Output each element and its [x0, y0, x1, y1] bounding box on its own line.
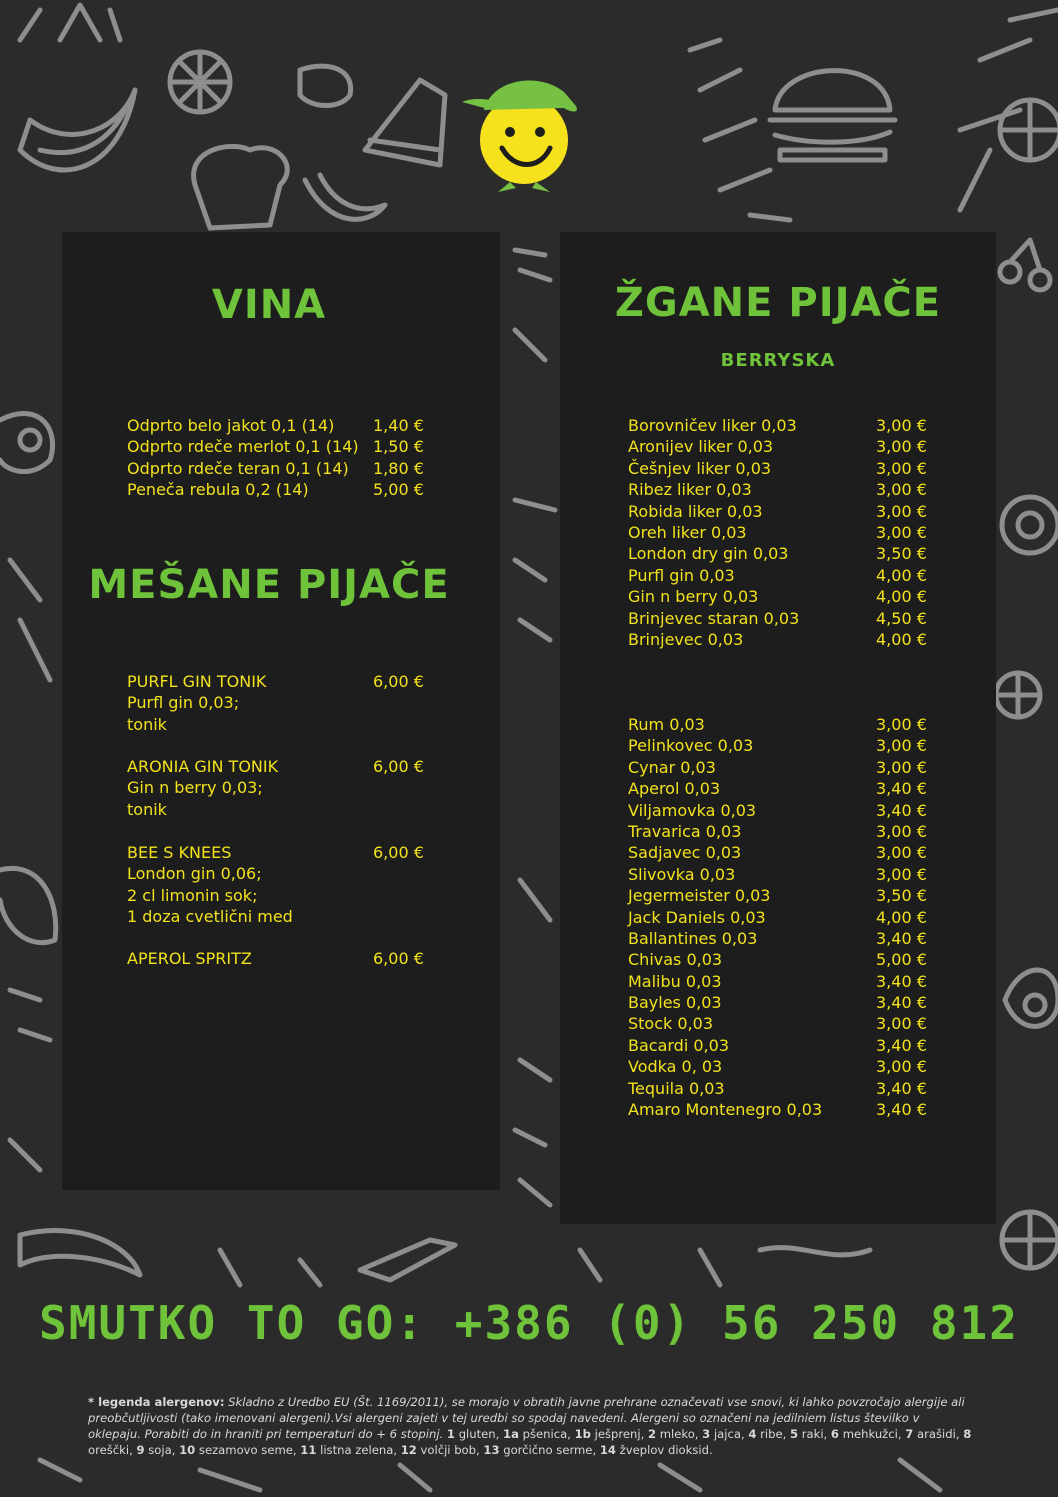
allergen-number: 1 [446, 1427, 455, 1441]
drink-ingredient: tonik [127, 714, 167, 734]
item-name: Malibu 0,03 [628, 971, 722, 991]
item-price: 3,40 € [876, 1100, 927, 1120]
allergen-number: 1b [574, 1427, 591, 1441]
item-name: Ballantines 0,03 [628, 928, 758, 948]
lettering-left-mid [10, 560, 50, 1170]
item-price: 3,00 € [876, 1014, 927, 1034]
item-name: Aperol 0,03 [628, 779, 721, 799]
drink-item [127, 671, 457, 735]
vina-heading: VINA [211, 282, 327, 328]
list-item [628, 458, 938, 479]
list-item [127, 479, 427, 500]
list-item [127, 415, 427, 436]
item-price: 3,40 € [876, 779, 927, 799]
item-name: Slivovka 0,03 [628, 864, 736, 884]
list-item [628, 629, 938, 650]
list-item [628, 949, 938, 970]
list-item [628, 864, 938, 885]
item-price: 5,00 € [876, 950, 927, 970]
allergen-label: oreščki [88, 1443, 130, 1457]
item-price: 4,50 € [876, 608, 927, 628]
list-item [127, 436, 427, 457]
divider-doodles [515, 250, 555, 1205]
allergen-label: ješprenj [594, 1427, 641, 1441]
list-item [628, 501, 938, 522]
list-item [628, 992, 938, 1013]
strawberry-icon [300, 66, 351, 105]
item-price: 3,00 € [876, 501, 927, 521]
item-name: Rum 0,03 [628, 715, 705, 734]
list-item [628, 543, 938, 564]
allergen-number: 5 [789, 1427, 799, 1441]
orange-slice-icon [170, 52, 230, 112]
list-item [628, 821, 938, 842]
allergen-label: soja [148, 1443, 172, 1457]
allergen-label: mehkužci [842, 1427, 898, 1441]
allergen-number: 13 [483, 1443, 500, 1457]
item-name: London dry gin 0,03 [628, 544, 789, 564]
lemon-mascot-logo-icon [462, 66, 584, 196]
lettering-smuti [20, 5, 120, 40]
item-price: 5,00 € [373, 480, 424, 500]
allergen-number: 1a [503, 1427, 519, 1441]
item-name: Sadjavec 0,03 [628, 843, 742, 863]
item-name: Češnjev liker 0,03 [628, 458, 772, 478]
allergen-label: ribe [760, 1427, 783, 1441]
drink-item [127, 756, 457, 820]
list-item [628, 415, 938, 436]
item-price: 3,00 € [876, 480, 927, 500]
list-item [628, 778, 938, 799]
bottom-strip-doodles [40, 1460, 940, 1490]
allergen-label: arašidi [917, 1427, 956, 1441]
watermelon-icon [0, 868, 56, 942]
allergen-label: gorčično serme [503, 1443, 593, 1457]
allergen-number: 10 [179, 1443, 196, 1457]
item-price: 1,40 € [373, 416, 424, 435]
item-name: Travarica 0,03 [628, 821, 742, 841]
allergen-label: pšenica [522, 1427, 568, 1441]
spirits-list [628, 714, 938, 1120]
item-price: 3,40 € [876, 1035, 927, 1055]
allergen-number: 4 [748, 1427, 757, 1441]
drink-price: 6,00 € [373, 843, 424, 862]
drink-item [127, 948, 457, 969]
item-price: 4,00 € [876, 587, 927, 607]
drink-ingredient: tonik [127, 799, 167, 819]
list-item [628, 436, 938, 457]
item-name: Tequila 0,03 [628, 1078, 725, 1098]
item-name: Robida liker 0,03 [628, 501, 763, 521]
cake-slice-icon [365, 80, 445, 165]
drink-ingredient: 1 doza cvetlični med [127, 907, 293, 927]
allergen-label: volčji bob [420, 1443, 477, 1457]
legend-intro: Skladno z Uredbo EU (Št. 1169/2011), se morajo v obratih javne prehrane označevati vse snovi, ki lahko povzročajo alergije ali preobčutljivosti (tako imenovani alergeni).Vsi alergeni zajeti v tej uredbi so spodaj navedeni. Alergeni so označeni na jedilniem listus številko v oklepaju. Porabiti do in hraniti pri temperaturi do + 6 stopinj. [88, 1395, 965, 1441]
list-item [628, 971, 938, 992]
drink-ingredient: 2 cl limonin sok; [127, 885, 258, 905]
allergen-label: gluten [458, 1427, 496, 1441]
list-item [628, 586, 938, 607]
item-name: Viljamovka 0,03 [628, 800, 757, 820]
item-name: Bayles 0,03 [628, 993, 722, 1013]
allergen-number: 3 [702, 1427, 711, 1441]
drink-name: ARONIA GIN TONIK [127, 757, 279, 776]
allergen-number: 12 [400, 1443, 417, 1457]
list-item [628, 1013, 938, 1034]
right-menu-panel [560, 232, 996, 1224]
bacon-icon [760, 1248, 870, 1255]
list-item [628, 479, 938, 500]
item-name: Pelinkovec 0,03 [628, 736, 754, 756]
item-name: Peneča rebula 0,2 (14) [127, 480, 309, 500]
allergen-number: 7 [905, 1427, 914, 1441]
cherry-icon [1000, 240, 1050, 290]
burger-icon [770, 71, 895, 160]
citrus-icon [1000, 100, 1058, 160]
banana-icon [20, 90, 135, 170]
item-price: 3,00 € [876, 715, 927, 734]
list-item [628, 1099, 938, 1120]
item-price: 3,50 € [876, 544, 927, 564]
list-item [628, 1078, 938, 1099]
item-name: Bacardi 0,03 [628, 1035, 729, 1055]
sandwich-icon [360, 1240, 455, 1280]
legend-label: * legenda alergenov: [88, 1395, 225, 1409]
list-item [628, 885, 938, 906]
item-price: 3,00 € [876, 1057, 927, 1077]
berryska-subheading: BERRYSKA [720, 350, 836, 371]
allergen-number: 14 [599, 1443, 616, 1457]
item-name: Aronijev liker 0,03 [628, 437, 774, 457]
item-price: 3,00 € [876, 864, 927, 884]
list-item [628, 522, 938, 543]
item-name: Jack Daniels 0,03 [628, 907, 766, 927]
drink-item [127, 842, 457, 928]
item-price: 3,00 € [876, 736, 927, 756]
item-price: 3,40 € [876, 800, 927, 820]
item-price: 3,00 € [876, 458, 927, 478]
item-price: 3,40 € [876, 971, 927, 991]
zgane-heading: ŽGANE PIJAČE [614, 280, 942, 326]
item-name: Vodka 0, 03 [628, 1057, 723, 1077]
drink-name: BEE S KNEES [127, 843, 232, 862]
list-item [628, 608, 938, 629]
lemon-slice-icon [996, 673, 1040, 717]
item-price: 1,50 € [373, 437, 424, 457]
drink-ingredient: Gin n berry 0,03; [127, 778, 263, 798]
item-name: Odprto rdeče teran 0,1 (14) [127, 458, 349, 478]
item-price: 3,00 € [876, 522, 927, 542]
item-price: 4,00 € [876, 565, 927, 585]
item-name: Amaro Montenegro 0,03 [628, 1100, 823, 1120]
item-name: Borovničev liker 0,03 [628, 416, 797, 435]
item-name: Brinjevec staran 0,03 [628, 608, 800, 628]
item-price: 4,00 € [876, 629, 927, 649]
citrus-icon-bottom [1002, 1212, 1058, 1268]
allergen-label: raki [801, 1427, 824, 1441]
item-name: Odprto belo jakot 0,1 (14) [127, 416, 335, 435]
avocado-icon [1005, 970, 1058, 1026]
item-name: Oreh liker 0,03 [628, 522, 747, 542]
item-name: Odprto rdeče merlot 0,1 (14) [127, 437, 359, 457]
item-price: 3,40 € [876, 993, 927, 1013]
list-item [628, 735, 938, 756]
item-name: Brinjevec 0,03 [628, 629, 744, 649]
kiwi-icon [1002, 497, 1058, 553]
egg-icon [0, 414, 53, 472]
croissant-icon [305, 175, 385, 219]
drink-ingredient: Purfl gin 0,03; [127, 693, 240, 713]
mesane-heading: MEŠANE PIJAČE [88, 562, 450, 608]
drink-price: 6,00 € [373, 949, 424, 968]
item-price: 4,00 € [876, 907, 927, 927]
list-item [628, 907, 938, 928]
item-price: 3,00 € [876, 843, 927, 863]
allergen-label: listna zelena [320, 1443, 394, 1457]
item-price: 3,40 € [876, 1078, 927, 1098]
item-price: 3,00 € [876, 416, 927, 435]
item-price: 3,50 € [876, 886, 927, 906]
list-item [628, 565, 938, 586]
drink-price: 6,00 € [373, 672, 424, 691]
list-item [628, 1056, 938, 1077]
list-item [628, 714, 938, 735]
allergen-legend [88, 1394, 972, 1458]
list-item [628, 1035, 938, 1056]
item-name: Ribez liker 0,03 [628, 480, 752, 500]
drink-name: APEROL SPRITZ [127, 949, 252, 968]
item-name: Chivas 0,03 [628, 950, 723, 970]
item-name: Stock 0,03 [628, 1014, 713, 1034]
item-name: Purfl gin 0,03 [628, 565, 735, 585]
item-price: 3,00 € [876, 757, 927, 777]
list-item [628, 928, 938, 949]
allergen-number: 2 [647, 1427, 657, 1441]
drink-ingredient: London gin 0,06; [127, 864, 262, 884]
list-item [628, 800, 938, 821]
bread-icon [194, 146, 288, 228]
phone-number-banner: SMUTKO TO GO: +386 (0) 56 250 812 [39, 1296, 1019, 1350]
item-price: 3,40 € [876, 928, 927, 948]
allergen-label: sezamovo seme [198, 1443, 293, 1457]
allergen-number: 9 [136, 1443, 145, 1457]
item-name: Jegermeister 0,03 [628, 886, 771, 906]
allergen-label: jajca [713, 1427, 741, 1441]
bottom-lettering [220, 1250, 720, 1285]
item-price: 3,00 € [876, 821, 927, 841]
list-item [628, 842, 938, 863]
item-name: Gin n berry 0,03 [628, 587, 759, 607]
item-price: 3,00 € [876, 437, 927, 457]
allergen-number: 6 [830, 1427, 839, 1441]
list-item [628, 757, 938, 778]
item-name: Cynar 0,03 [628, 757, 716, 777]
left-menu-panel [62, 232, 500, 1190]
allergen-number: 11 [300, 1443, 317, 1457]
allergen-number: 8 [963, 1427, 972, 1441]
item-price: 1,80 € [373, 458, 424, 478]
list-item [127, 458, 427, 479]
vina-list [127, 415, 427, 501]
allergen-list: 1 gluten, 1a pšenica, 1b ješprenj, 2 mleko, 3 jajca, 4 ribe, 5 raki, 6 mehkužci, 7 arašidi, 8 oreščki, 9 soja, 10 sezamovo seme, 11 listna zelena, 12 volčji bob, 13 gorčično serme, 14 žveplov dioksid. [88, 1427, 972, 1457]
allergen-label: žveplov dioksid [619, 1443, 709, 1457]
lettering-smash [690, 40, 790, 220]
allergen-label: mleko [659, 1427, 695, 1441]
banana-icon-bottom [20, 1231, 140, 1275]
drink-price: 6,00 € [373, 757, 424, 776]
drink-name: PURFL GIN TONIK [127, 672, 267, 691]
berryska-list [628, 415, 938, 650]
